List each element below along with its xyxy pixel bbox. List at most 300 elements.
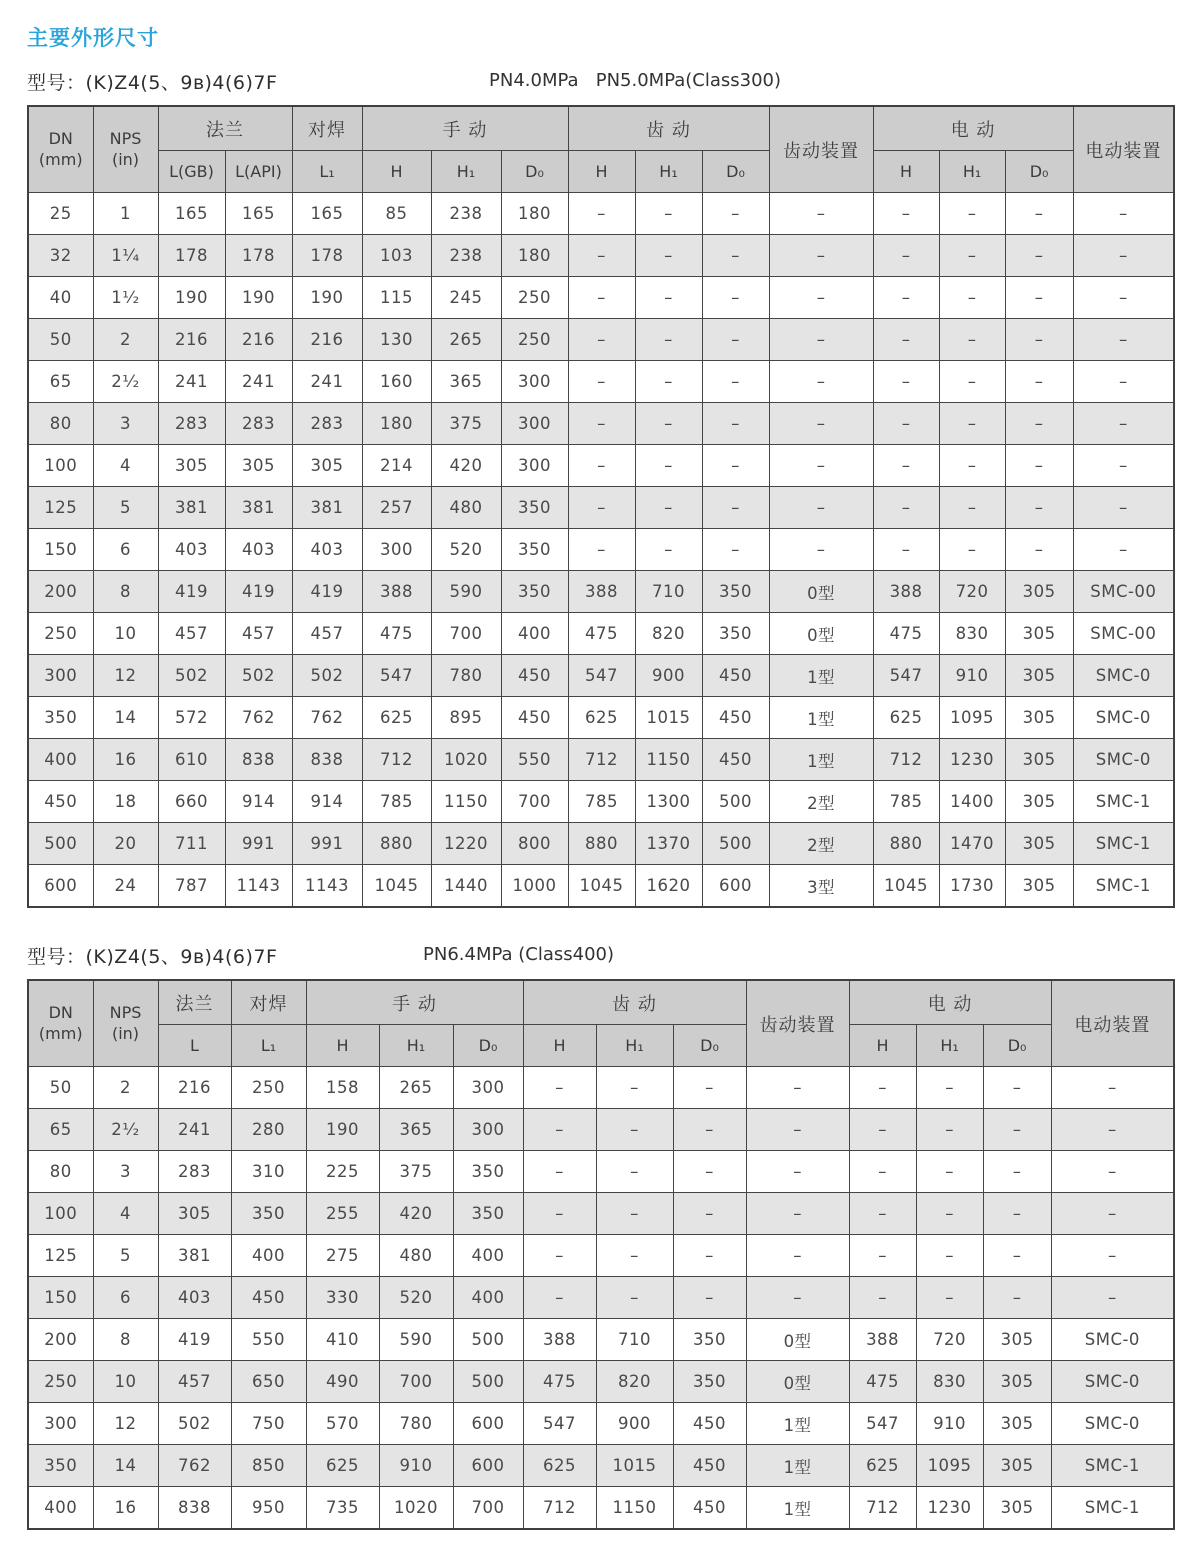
table-cell: 275	[306, 1235, 379, 1277]
table-cell: –	[1005, 319, 1073, 361]
table-cell: 241	[292, 361, 362, 403]
col-header-electric-d0: D₀	[983, 1025, 1051, 1067]
table1-model-line	[27, 68, 1173, 95]
table-cell: 388	[362, 571, 431, 613]
table-row	[28, 445, 1174, 487]
table-cell: 1300	[635, 781, 702, 823]
table-cell: 850	[231, 1445, 306, 1487]
table-cell: –	[939, 277, 1005, 319]
table-row	[28, 403, 1174, 445]
table-row	[28, 1235, 1174, 1277]
table-cell: –	[916, 1235, 983, 1277]
table-cell: 950	[231, 1487, 306, 1530]
table-cell: 700	[379, 1361, 453, 1403]
table-cell: –	[702, 319, 769, 361]
col-group-manual: 手 动	[306, 980, 523, 1025]
table-cell: 14	[93, 1445, 158, 1487]
table1-model-value: (K)Z4(5、9ʙ)4(6)7F	[85, 72, 278, 94]
table-cell: –	[1073, 319, 1174, 361]
table-cell: –	[702, 235, 769, 277]
table-cell: 0型	[769, 571, 873, 613]
table-cell: 6	[93, 529, 158, 571]
table-cell: 283	[158, 403, 225, 445]
table-cell: –	[983, 1277, 1051, 1319]
table-cell: 300	[453, 1109, 523, 1151]
table-cell: 6	[93, 1277, 158, 1319]
table-cell: 381	[158, 1235, 231, 1277]
table-cell: 18	[93, 781, 158, 823]
col-header-gear-device: 齿动装置	[769, 106, 873, 193]
table-cell: 305	[983, 1319, 1051, 1361]
table-cell: –	[523, 1109, 596, 1151]
table-cell: 350	[501, 571, 568, 613]
table-cell: 190	[225, 277, 292, 319]
table-cell: –	[873, 361, 939, 403]
table-cell: 310	[231, 1151, 306, 1193]
table-cell: 400	[453, 1235, 523, 1277]
table-cell: –	[746, 1235, 849, 1277]
table-cell: 300	[28, 655, 93, 697]
table-cell: 457	[158, 613, 225, 655]
table-cell: 720	[939, 571, 1005, 613]
table-cell: 365	[431, 361, 501, 403]
table-cell: 350	[28, 697, 93, 739]
table-cell: SMC-1	[1051, 1445, 1174, 1487]
table-cell: 1045	[362, 865, 431, 908]
table-cell: 5	[93, 1235, 158, 1277]
table-cell: 475	[568, 613, 635, 655]
table-row	[28, 1361, 1174, 1403]
table-cell: 100	[28, 445, 93, 487]
table-cell: –	[1005, 487, 1073, 529]
table-cell: 178	[292, 235, 362, 277]
table-cell: 12	[93, 1403, 158, 1445]
table-cell: 190	[306, 1109, 379, 1151]
table-row	[28, 865, 1174, 908]
table-cell: –	[635, 529, 702, 571]
table-cell: 1150	[596, 1487, 673, 1530]
table-cell: 780	[379, 1403, 453, 1445]
table-cell: 388	[568, 571, 635, 613]
table2-model-line	[27, 942, 1173, 969]
table-cell: 1400	[939, 781, 1005, 823]
table-cell: 241	[158, 1109, 231, 1151]
table-cell: 420	[379, 1193, 453, 1235]
table-cell: 625	[873, 697, 939, 739]
table-cell: –	[873, 529, 939, 571]
table-cell: 403	[225, 529, 292, 571]
table-cell: –	[1073, 445, 1174, 487]
table-cell: 1370	[635, 823, 702, 865]
table-cell: 250	[28, 613, 93, 655]
table-cell: 130	[362, 319, 431, 361]
table-cell: –	[523, 1235, 596, 1277]
col-header-gear-d0: D₀	[673, 1025, 746, 1067]
table-row	[28, 1193, 1174, 1235]
table-cell: 991	[292, 823, 362, 865]
table-cell: 300	[362, 529, 431, 571]
table-cell: –	[673, 1277, 746, 1319]
table-cell: 419	[292, 571, 362, 613]
table-cell: –	[673, 1235, 746, 1277]
col-header-electric-h1: H₁	[939, 151, 1005, 193]
table-row	[28, 1319, 1174, 1361]
table-cell: –	[849, 1109, 916, 1151]
table-cell: 32	[28, 235, 93, 277]
nps-unit: (in)	[111, 149, 140, 169]
table-cell: 880	[873, 823, 939, 865]
table-cell: –	[1005, 445, 1073, 487]
table-cell: 547	[873, 655, 939, 697]
table-cell: 241	[225, 361, 292, 403]
col-header-electric-h: H	[873, 151, 939, 193]
table-row	[28, 571, 1174, 613]
table-cell: 1型	[746, 1403, 849, 1445]
table-cell: –	[873, 277, 939, 319]
table-cell: –	[568, 193, 635, 235]
table-cell: 350	[673, 1319, 746, 1361]
section-pn64	[27, 942, 1173, 1530]
table-cell: 410	[306, 1319, 379, 1361]
col-header-manual-d0: D₀	[501, 151, 568, 193]
table-cell: 250	[501, 277, 568, 319]
table-cell: –	[635, 403, 702, 445]
table-cell: 190	[158, 277, 225, 319]
table-cell: SMC-0	[1051, 1319, 1174, 1361]
table-cell: 500	[702, 781, 769, 823]
table-cell: 900	[596, 1403, 673, 1445]
table-cell: 403	[158, 1277, 231, 1319]
table-cell: –	[916, 1109, 983, 1151]
table-cell: –	[1005, 193, 1073, 235]
table-cell: 400	[28, 739, 93, 781]
table-cell: 40	[28, 277, 93, 319]
table-cell: 838	[292, 739, 362, 781]
table-cell: –	[568, 361, 635, 403]
table-cell: 125	[28, 487, 93, 529]
table-cell: –	[769, 235, 873, 277]
table-cell: 572	[158, 697, 225, 739]
table-cell: 12	[93, 655, 158, 697]
table-row	[28, 235, 1174, 277]
table-cell: –	[596, 1277, 673, 1319]
table-cell: 490	[306, 1361, 379, 1403]
table-cell: –	[873, 403, 939, 445]
table-cell: 165	[225, 193, 292, 235]
table-cell: 480	[431, 487, 501, 529]
table-cell: 265	[379, 1067, 453, 1109]
table2-header	[28, 980, 1174, 1067]
table-cell: 350	[501, 487, 568, 529]
table-cell: 115	[362, 277, 431, 319]
table-cell: –	[1005, 277, 1073, 319]
table-cell: –	[596, 1235, 673, 1277]
table-cell: –	[769, 403, 873, 445]
col-header-electric-device: 电动装置	[1051, 980, 1174, 1067]
table-cell: 500	[453, 1319, 523, 1361]
table-cell: 300	[501, 403, 568, 445]
table-cell: –	[849, 1151, 916, 1193]
table-cell: 660	[158, 781, 225, 823]
table-cell: 1000	[501, 865, 568, 908]
table-cell: 65	[28, 1109, 93, 1151]
table-cell: –	[983, 1109, 1051, 1151]
table-cell: –	[635, 361, 702, 403]
table-cell: –	[596, 1151, 673, 1193]
table-cell: 610	[158, 739, 225, 781]
table-cell: 225	[306, 1151, 379, 1193]
table-cell: 5	[93, 487, 158, 529]
table-cell: 419	[158, 1319, 231, 1361]
table-cell: 895	[431, 697, 501, 739]
table-cell: –	[769, 529, 873, 571]
table-cell: –	[673, 1067, 746, 1109]
col-header-nps	[93, 106, 158, 193]
table-cell: 914	[292, 781, 362, 823]
table-cell: 158	[306, 1067, 379, 1109]
table-cell: 283	[292, 403, 362, 445]
table-cell: 4	[93, 1193, 158, 1235]
table-cell: SMC-0	[1073, 697, 1174, 739]
table-cell: 1220	[431, 823, 501, 865]
table-cell: 305	[225, 445, 292, 487]
table-row	[28, 781, 1174, 823]
col-header-electric-device: 电动装置	[1073, 106, 1174, 193]
table-cell: 283	[225, 403, 292, 445]
table-cell: 300	[453, 1067, 523, 1109]
table-cell: 3	[93, 1151, 158, 1193]
table-row	[28, 1277, 1174, 1319]
table-cell: –	[746, 1193, 849, 1235]
table-cell: 830	[916, 1361, 983, 1403]
table-cell: 457	[292, 613, 362, 655]
table-cell: 283	[158, 1151, 231, 1193]
col-header-manual-h1: H₁	[431, 151, 501, 193]
col-header-electric-h1: H₁	[916, 1025, 983, 1067]
table-cell: 838	[158, 1487, 231, 1530]
table-cell: 457	[158, 1361, 231, 1403]
table-cell: SMC-0	[1073, 655, 1174, 697]
table-cell: 800	[501, 823, 568, 865]
table-cell: 216	[158, 319, 225, 361]
table-cell: 720	[916, 1319, 983, 1361]
table-cell: 1015	[596, 1445, 673, 1487]
col-group-manual: 手 动	[362, 106, 568, 151]
table1-model-label: 型号：	[27, 72, 86, 94]
table-cell: 400	[28, 1487, 93, 1530]
col-header-manual-h: H	[362, 151, 431, 193]
table-cell: 241	[158, 361, 225, 403]
col-header-electric-h: H	[849, 1025, 916, 1067]
table-cell: –	[702, 445, 769, 487]
table-cell: –	[702, 277, 769, 319]
table-cell: –	[1051, 1151, 1174, 1193]
table-cell: –	[673, 1151, 746, 1193]
table-cell: 625	[362, 697, 431, 739]
table-cell: –	[769, 487, 873, 529]
table-cell: –	[635, 445, 702, 487]
table-cell: 420	[431, 445, 501, 487]
dn-label: DN	[48, 128, 73, 148]
table-cell: 16	[93, 739, 158, 781]
table-cell: 910	[939, 655, 1005, 697]
col-header-gear-h1: H₁	[635, 151, 702, 193]
table2-model-value: (K)Z4(5、9ʙ)4(6)7F	[85, 946, 278, 968]
table-cell: 150	[28, 529, 93, 571]
table-cell: 305	[158, 1193, 231, 1235]
table-row	[28, 613, 1174, 655]
table-cell: 711	[158, 823, 225, 865]
col-header-l-api: L(API)	[225, 151, 292, 193]
table-cell: 1620	[635, 865, 702, 908]
table-cell: 178	[158, 235, 225, 277]
table-cell: 255	[306, 1193, 379, 1235]
table-cell: –	[523, 1067, 596, 1109]
table-cell: 650	[231, 1361, 306, 1403]
table-cell: –	[873, 235, 939, 277]
table-cell: 450	[673, 1445, 746, 1487]
table-cell: 700	[501, 781, 568, 823]
table-cell: 50	[28, 319, 93, 361]
table-cell: 1型	[769, 739, 873, 781]
table-cell: 50	[28, 1067, 93, 1109]
table-cell: 700	[453, 1487, 523, 1530]
table-cell: SMC-1	[1073, 781, 1174, 823]
table-cell: –	[635, 277, 702, 319]
table-cell: 2	[93, 319, 158, 361]
table-cell: 520	[431, 529, 501, 571]
table-cell: 1470	[939, 823, 1005, 865]
table-cell: SMC-0	[1051, 1403, 1174, 1445]
table-cell: 1143	[292, 865, 362, 908]
table-cell: 450	[673, 1403, 746, 1445]
table-cell: –	[596, 1109, 673, 1151]
table-cell: –	[916, 1277, 983, 1319]
table-cell: 200	[28, 571, 93, 613]
table-cell: –	[939, 319, 1005, 361]
table-cell: 103	[362, 235, 431, 277]
table-cell: 457	[225, 613, 292, 655]
table-cell: 20	[93, 823, 158, 865]
table-row	[28, 697, 1174, 739]
table-cell: 712	[523, 1487, 596, 1530]
table-cell: 550	[501, 739, 568, 781]
table-cell: 450	[702, 739, 769, 781]
table-cell: 1230	[916, 1487, 983, 1530]
section-pn40	[27, 68, 1173, 908]
table-cell: 500	[702, 823, 769, 865]
table-cell: 305	[1005, 655, 1073, 697]
table-cell: –	[1051, 1235, 1174, 1277]
table-cell: 520	[379, 1277, 453, 1319]
table-cell: –	[939, 403, 1005, 445]
nps-unit: (in)	[111, 1023, 140, 1043]
table-cell: 735	[306, 1487, 379, 1530]
table-cell: –	[1051, 1109, 1174, 1151]
table-cell: –	[1051, 1193, 1174, 1235]
table-cell: 305	[1005, 571, 1073, 613]
table-cell: 305	[983, 1361, 1051, 1403]
table-cell: 547	[568, 655, 635, 697]
col-header-l1: L₁	[292, 151, 362, 193]
table-cell: 1020	[431, 739, 501, 781]
table-cell: 762	[158, 1445, 231, 1487]
table-cell: 350	[673, 1361, 746, 1403]
table-cell: 500	[453, 1361, 523, 1403]
col-header-gear-device: 齿动装置	[746, 980, 849, 1067]
table-cell: 712	[362, 739, 431, 781]
table-cell: 305	[1005, 781, 1073, 823]
col-header-l-gb: L(GB)	[158, 151, 225, 193]
table-cell: 0型	[769, 613, 873, 655]
table-cell: 305	[1005, 865, 1073, 908]
table-cell: 0型	[746, 1361, 849, 1403]
table-cell: –	[1051, 1067, 1174, 1109]
table-cell: 216	[225, 319, 292, 361]
table-cell: –	[596, 1067, 673, 1109]
table-cell: 600	[702, 865, 769, 908]
table-cell: 1¹⁄₄	[93, 235, 158, 277]
table-cell: 1045	[873, 865, 939, 908]
table-cell: 80	[28, 1151, 93, 1193]
table-cell: –	[1073, 529, 1174, 571]
table-cell: –	[939, 487, 1005, 529]
table-cell: 762	[292, 697, 362, 739]
table-row	[28, 319, 1174, 361]
table-cell: –	[568, 487, 635, 529]
table-cell: –	[746, 1277, 849, 1319]
table-cell: 880	[362, 823, 431, 865]
col-header-l1: L₁	[231, 1025, 306, 1067]
table-cell: SMC-0	[1073, 739, 1174, 781]
table-cell: –	[916, 1067, 983, 1109]
table-cell: 388	[873, 571, 939, 613]
table-cell: 8	[93, 571, 158, 613]
table-cell: 85	[362, 193, 431, 235]
table-cell: 257	[362, 487, 431, 529]
table-row	[28, 655, 1174, 697]
table-cell: –	[673, 1109, 746, 1151]
table-cell: 547	[523, 1403, 596, 1445]
table-cell: 880	[568, 823, 635, 865]
table-cell: 200	[28, 1319, 93, 1361]
col-header-nps	[93, 980, 158, 1067]
table-cell: –	[746, 1067, 849, 1109]
table-cell: 2¹⁄₂	[93, 1109, 158, 1151]
table-cell: 300	[28, 1403, 93, 1445]
table-cell: –	[568, 403, 635, 445]
table-cell: 150	[28, 1277, 93, 1319]
table-cell: 1	[93, 193, 158, 235]
table-cell: –	[702, 529, 769, 571]
table-cell: –	[983, 1193, 1051, 1235]
table-cell: 625	[849, 1445, 916, 1487]
col-group-butt-weld: 对焊	[231, 980, 306, 1025]
table-cell: 625	[523, 1445, 596, 1487]
table-cell: 450	[501, 655, 568, 697]
table-cell: 400	[231, 1235, 306, 1277]
table-row	[28, 1403, 1174, 1445]
table-cell: –	[1073, 193, 1174, 235]
table-cell: 762	[225, 697, 292, 739]
table-cell: 178	[225, 235, 292, 277]
table-cell: 550	[231, 1319, 306, 1361]
table-cell: 480	[379, 1235, 453, 1277]
table-cell: 265	[431, 319, 501, 361]
table-cell: –	[916, 1151, 983, 1193]
table-cell: –	[939, 235, 1005, 277]
table-cell: –	[702, 403, 769, 445]
